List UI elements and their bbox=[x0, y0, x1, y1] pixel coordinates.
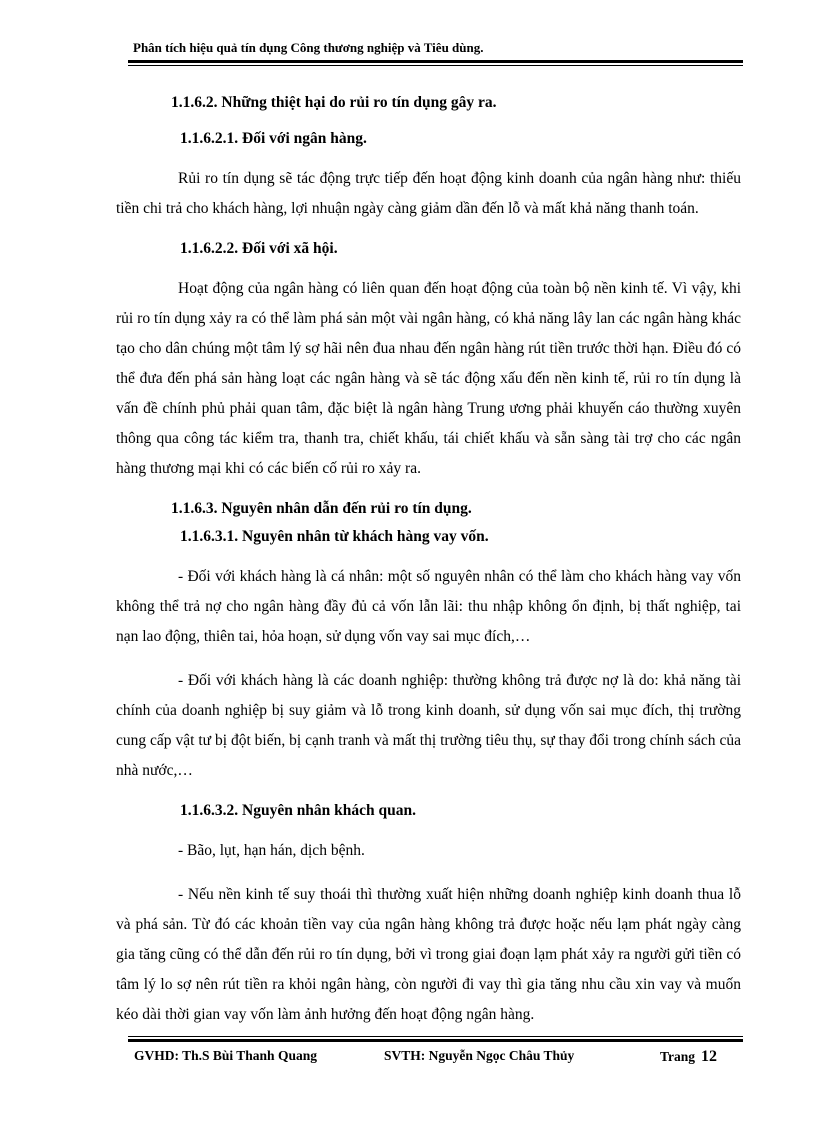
footer-rule-thin bbox=[128, 1036, 743, 1037]
footer-advisor: GVHD: Th.S Bùi Thanh Quang bbox=[134, 1048, 317, 1063]
header-rule-thin bbox=[128, 65, 743, 66]
section-heading: 1.1.6.2. Những thiệt hại do rủi ro tín dụng gây ra. bbox=[171, 94, 497, 111]
document-body bbox=[116, 92, 741, 1044]
paragraph: - Bão, lụt, hạn hán, dịch bệnh. bbox=[178, 842, 365, 859]
page-header-title: Phân tích hiệu quả tín dụng Công thương nghiệp và Tiêu dùng. bbox=[133, 40, 484, 55]
paragraph: Rủi ro tín dụng sẽ tác động trực tiếp đến hoạt động kinh doanh của ngân hàng như: thiếu tiền chi trả cho khách hàng, lợi nhuận ngày càng giảm dần đến lỗ và mất khả năng thanh toán. bbox=[116, 170, 741, 217]
footer-page bbox=[660, 1048, 717, 1066]
footer-rule-thick bbox=[128, 1039, 743, 1042]
paragraph: - Đối với khách hàng là cá nhân: một số nguyên nhân có thể làm cho khách hàng vay vốn không thể trả nợ cho ngân hàng đầy đủ cả vốn lẫn lãi: thu nhập không ổn định, bị thất nghiệp, tai nạn lao động, thiên tai, hỏa hoạn, sử dụng vốn vay sai mục đích,… bbox=[116, 568, 741, 645]
footer-page-number: 12 bbox=[701, 1048, 718, 1065]
subsection-heading: 1.1.6.2.1. Đối với ngân hàng. bbox=[180, 130, 367, 147]
subsection-heading: 1.1.6.2.2. Đối với xã hội. bbox=[180, 240, 338, 257]
footer-page-label: Trang bbox=[660, 1049, 696, 1064]
subsection-heading: 1.1.6.3.1. Nguyên nhân từ khách hàng vay vốn. bbox=[180, 528, 489, 545]
footer-student: SVTH: Nguyễn Ngọc Châu Thủy bbox=[384, 1048, 575, 1063]
header-rule-thick bbox=[128, 60, 743, 63]
paragraph: - Đối với khách hàng là các doanh nghiệp: thường không trả được nợ là do: khả năng tài chính của doanh nghiệp bị suy giảm và lỗ trong kinh doanh, sử dụng vốn sai mục đích, thị trường cung cấp vật tư bị đột biến, bị cạnh tranh và mất thị trường tiêu thụ, sự thay đổi trong chính sách của nhà nước,… bbox=[116, 672, 741, 779]
paragraph: - Nếu nền kinh tế suy thoái thì thường xuất hiện những doanh nghiệp kinh doanh thua lỗ và phá sản. Từ đó các khoản tiền vay của ngân hàng không trả được hoặc nếu lạm phát ngày càng gia tăng cũng có thể dẫn đến rủi ro tín dụng, bởi vì trong giai đoạn lạm phát xảy ra người gửi tiền có tâm lý lo sợ nên rút tiền ra khỏi ngân hàng, còn người đi vay thì gia tăng nhu cầu xin vay và muốn kéo dài thời gian vay vốn làm ảnh hưởng đến hoạt động ngân hàng. bbox=[116, 886, 741, 1023]
section-heading: 1.1.6.3. Nguyên nhân dẫn đến rủi ro tín dụng. bbox=[171, 500, 472, 517]
subsection-heading: 1.1.6.3.2. Nguyên nhân khách quan. bbox=[180, 802, 417, 819]
paragraph: Hoạt động của ngân hàng có liên quan đến hoạt động của toàn bộ nền kinh tế. Vì vậy, khi rủi ro tín dụng xảy ra có thể làm phá sản một vài ngân hàng, có khả năng lây lan các ngân hàng khác tạo cho dân chúng một tâm lý sợ hãi nên đua nhau đến ngân hàng rút tiền trước thời hạn. Điều đó có thể đưa đến phá sản hàng loạt các ngân hàng và sẽ tác động xấu đến nền kinh tế, rủi ro tín dụng là vấn đề chính phủ phải quan tâm, đặc biệt là ngân hàng Trung ương phải khuyến cáo thường xuyên thông qua công tác kiểm tra, thanh tra, chiết khấu, tái chiết khấu và sẵn sàng tài trợ cho các ngân hàng thương mại khi có các biến cố rủi ro xảy ra. bbox=[116, 280, 741, 477]
